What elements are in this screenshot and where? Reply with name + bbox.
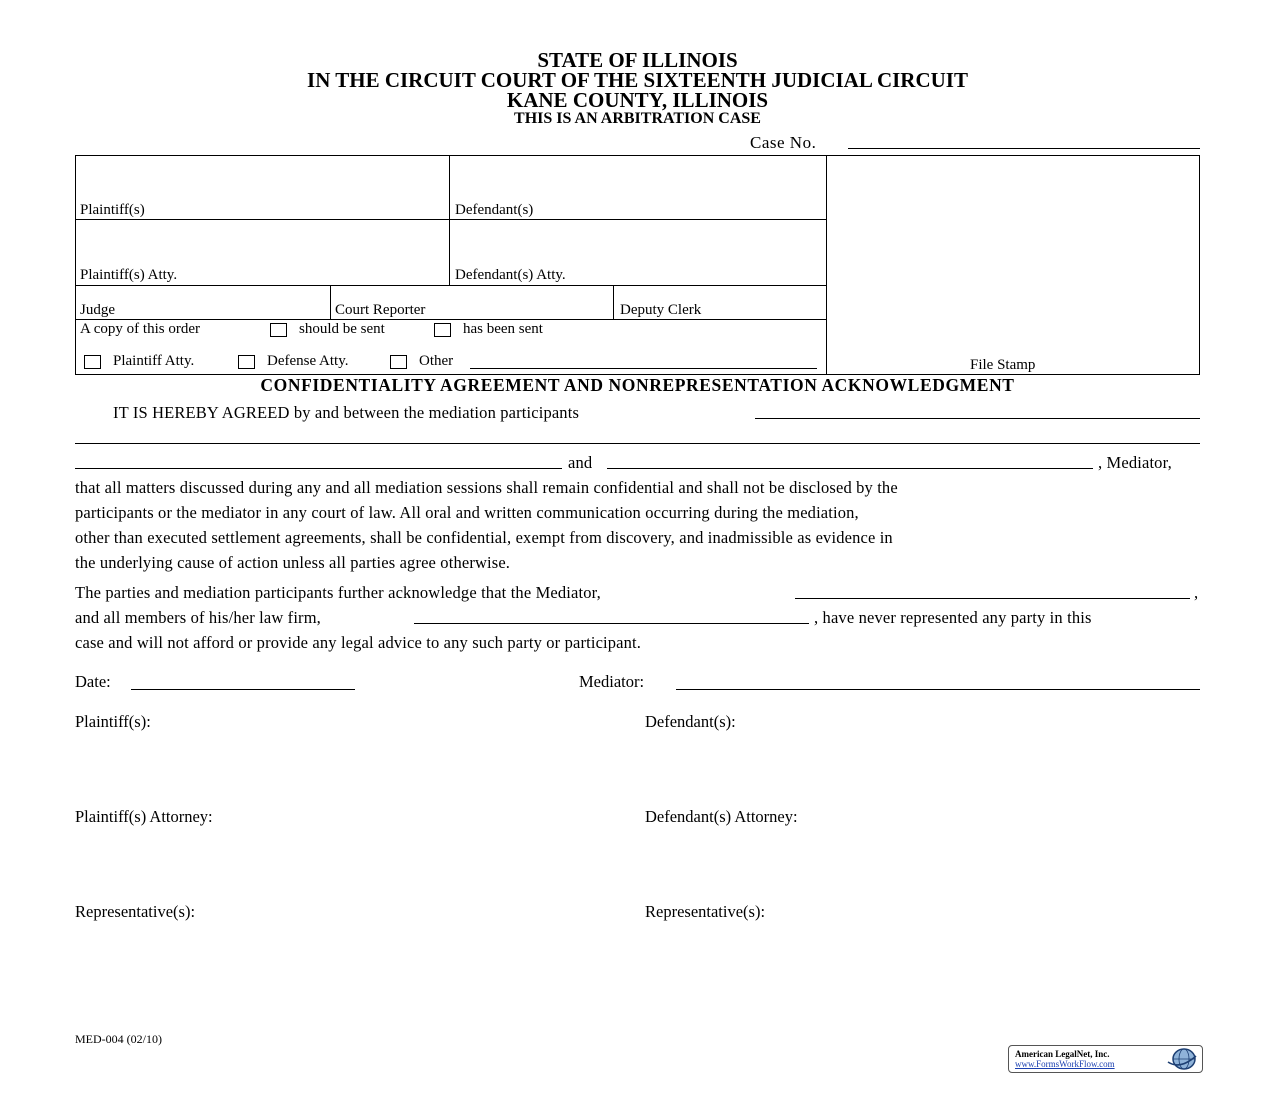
plaintiff-atty-label: Plaintiff(s) Atty.	[80, 267, 178, 283]
and-word: and	[568, 453, 593, 472]
case-no-label: Case No.	[750, 133, 817, 152]
date-label: Date:	[75, 672, 111, 691]
plaintiff-atty-checkbox[interactable]	[84, 355, 101, 369]
participants-field-3[interactable]	[75, 468, 562, 469]
other-check-label: Other	[419, 353, 454, 369]
paragraph-2-line-2a: and all members of his/her law firm,	[75, 608, 321, 627]
header-arbitration: THIS IS AN ARBITRATION CASE	[514, 110, 761, 127]
court-reporter-label: Court Reporter	[335, 302, 426, 318]
paragraph-2-comma: ,	[1194, 583, 1199, 602]
mediator-signature-field[interactable]	[676, 689, 1200, 690]
judge-label: Judge	[80, 302, 115, 318]
globe-icon	[1164, 1048, 1198, 1070]
representatives-left-label: Representative(s):	[75, 902, 196, 921]
has-been-sent-label: has been sent	[463, 321, 543, 337]
file-stamp-label: File Stamp	[970, 357, 1036, 373]
participants-field-2[interactable]	[75, 443, 1200, 444]
plaintiffs-signature-label: Plaintiff(s):	[75, 712, 151, 731]
paragraph-2-line-2b: , have never represented any party in this	[814, 608, 1092, 627]
defendant-atty-label: Defendant(s) Atty.	[455, 267, 566, 283]
mediator-signature-label: Mediator:	[579, 672, 645, 691]
should-be-sent-label: should be sent	[299, 321, 385, 337]
logo-name: American LegalNet, Inc.	[1015, 1049, 1110, 1059]
defendants-signature-label: Defendant(s):	[645, 712, 736, 731]
logo-url[interactable]: www.FormsWorkFlow.com	[1015, 1059, 1115, 1069]
copy-of-order-label: A copy of this order	[80, 321, 200, 337]
paragraph-2-line-1: The parties and mediation participants further acknowledge that the Mediator,	[75, 583, 601, 602]
paragraph-1-line-4: the underlying cause of action unless all parties agree otherwise.	[75, 553, 511, 572]
law-firm-field[interactable]	[414, 623, 809, 624]
has-been-sent-checkbox[interactable]	[434, 323, 451, 337]
form-code: MED-004 (02/10)	[75, 1032, 162, 1046]
caption-box	[75, 155, 1200, 375]
defense-atty-checkbox[interactable]	[238, 355, 255, 369]
other-checkbox[interactable]	[390, 355, 407, 369]
deputy-clerk-label: Deputy Clerk	[620, 302, 702, 318]
should-be-sent-checkbox[interactable]	[270, 323, 287, 337]
mediator-acknowledge-field[interactable]	[795, 598, 1190, 599]
header-court: IN THE CIRCUIT COURT OF THE SIXTEENTH JUDICIAL CIRCUIT	[307, 68, 968, 92]
american-legalnet-logo[interactable]	[1008, 1045, 1203, 1073]
header-state: STATE OF ILLINOIS	[537, 48, 738, 72]
plaintiff-atty-check-label: Plaintiff Atty.	[113, 353, 195, 369]
mediator-name-field[interactable]	[607, 468, 1093, 469]
agreed-intro: IT IS HEREBY AGREED by and between the mediation participants	[113, 403, 580, 422]
representatives-right-label: Representative(s):	[645, 902, 766, 921]
form-title: CONFIDENTIALITY AGREEMENT AND NONREPRESENTATION ACKNOWLEDGMENT	[260, 375, 1015, 395]
participants-field-1[interactable]	[755, 418, 1200, 419]
date-field[interactable]	[131, 689, 355, 690]
paragraph-1-line-3: other than executed settlement agreements, shall be confidential, exempt from discovery, and inadmissible as evidence in	[75, 528, 893, 547]
paragraph-1-line-1: that all matters discussed during any and all mediation sessions shall remain confidential and shall not be disclosed by the	[75, 478, 898, 497]
case-no-field[interactable]	[848, 148, 1200, 149]
other-field[interactable]	[470, 368, 817, 369]
plaintiffs-label: Plaintiff(s)	[80, 202, 145, 218]
header-county: KANE COUNTY, ILLINOIS	[506, 88, 769, 112]
defendant-attorney-signature-label: Defendant(s) Attorney:	[645, 807, 798, 826]
defense-atty-check-label: Defense Atty.	[267, 353, 349, 369]
paragraph-2-line-3: case and will not afford or provide any legal advice to any such party or participant.	[75, 633, 642, 652]
plaintiff-attorney-signature-label: Plaintiff(s) Attorney:	[75, 807, 213, 826]
mediator-suffix: , Mediator,	[1098, 453, 1172, 472]
paragraph-1-line-2: participants or the mediator in any court of law. All oral and written communication occurring during the mediation,	[75, 503, 859, 522]
defendants-label: Defendant(s)	[455, 202, 534, 218]
